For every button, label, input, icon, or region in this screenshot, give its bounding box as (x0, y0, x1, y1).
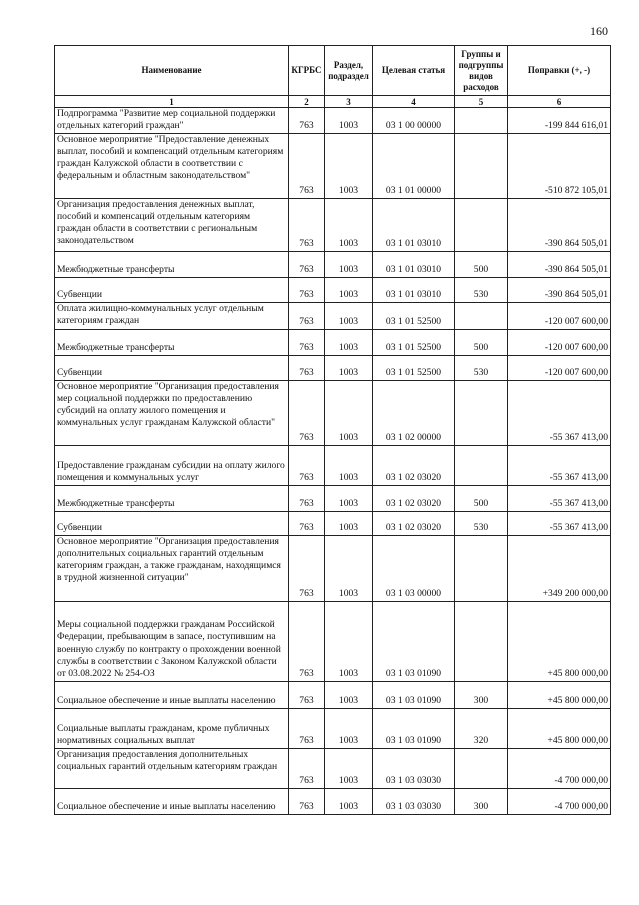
table-row (55, 277, 611, 302)
row-group (455, 133, 508, 198)
row-name: Основное мероприятие "Предоставление денежных выплат, пособий и компенсаций отдельным категориям граждан Калужской области в соответствии с федеральным и областным законодательством" (55, 133, 289, 198)
row-kgrbs: 763 (289, 788, 325, 814)
row-section: 1003 (325, 535, 373, 601)
row-name: Основное мероприятие "Организация предоставления мер социальной поддержки по предоставлению субсидий на оплату жилого помещения и коммунальных услуг гражданам Калужской области" (55, 380, 289, 445)
row-amount: -199 844 616,01 (508, 108, 611, 134)
row-amount: +45 800 000,00 (508, 681, 611, 708)
row-name: Меры социальной поддержки гражданам Российской Федерации, пребывающим в запасе, поступившим на военную службу по контракту о прохождении военной службы в соответствии с Законом Калужской области от 03.08.2022 № 254-ОЗ (55, 601, 289, 681)
row-name: Оплата жилищно-коммунальных услуг отдельным категориям граждан (55, 302, 289, 329)
table-row (55, 445, 611, 485)
row-amount: -510 872 105,01 (508, 133, 611, 198)
row-section: 1003 (325, 748, 373, 788)
row-target: 03 1 03 03030 (373, 748, 455, 788)
row-group: 530 (455, 277, 508, 302)
budget-amendments-table (54, 45, 611, 815)
table-row (55, 355, 611, 380)
row-kgrbs: 763 (289, 485, 325, 511)
row-section: 1003 (325, 788, 373, 814)
table-row (55, 108, 611, 134)
table-row (55, 788, 611, 814)
row-group (455, 601, 508, 681)
row-amount: -55 367 413,00 (508, 445, 611, 485)
row-kgrbs: 763 (289, 198, 325, 251)
row-name: Организация предоставления денежных выплат, пособий и компенсаций отдельным категориям граждан области в соответствии с региональным законодательством (55, 198, 289, 251)
row-target: 03 1 02 03020 (373, 511, 455, 535)
table-row (55, 748, 611, 788)
table-row (55, 511, 611, 535)
row-target: 03 1 02 03020 (373, 485, 455, 511)
row-name: Межбюджетные трансферты (55, 251, 289, 277)
row-section: 1003 (325, 445, 373, 485)
row-kgrbs: 763 (289, 445, 325, 485)
row-amount: -120 007 600,00 (508, 355, 611, 380)
header-amount: Поправки (+, -) (508, 46, 611, 96)
row-name: Субвенции (55, 277, 289, 302)
row-target: 03 1 01 03010 (373, 198, 455, 251)
row-name: Социальное обеспечение и иные выплаты населению (55, 681, 289, 708)
table-row (55, 535, 611, 601)
row-group: 530 (455, 355, 508, 380)
row-section: 1003 (325, 511, 373, 535)
table-row (55, 133, 611, 198)
row-target: 03 1 03 01090 (373, 708, 455, 748)
row-section: 1003 (325, 108, 373, 134)
table-row (55, 485, 611, 511)
column-number-row (55, 96, 611, 108)
header-kgrbs: КГРБС (289, 46, 325, 96)
header-target: Целевая статья (373, 46, 455, 96)
row-group: 500 (455, 485, 508, 511)
row-kgrbs: 763 (289, 108, 325, 134)
table-row (55, 329, 611, 355)
row-group: 300 (455, 788, 508, 814)
row-amount: -4 700 000,00 (508, 788, 611, 814)
row-amount: -390 864 505,01 (508, 277, 611, 302)
header-section: Раздел, подраздел (325, 46, 373, 96)
table-row (55, 251, 611, 277)
row-target: 03 1 01 00000 (373, 133, 455, 198)
row-group (455, 302, 508, 329)
row-kgrbs: 763 (289, 511, 325, 535)
row-section: 1003 (325, 198, 373, 251)
row-kgrbs: 763 (289, 681, 325, 708)
table-row (55, 198, 611, 251)
row-kgrbs: 763 (289, 380, 325, 445)
row-section: 1003 (325, 133, 373, 198)
row-kgrbs: 763 (289, 302, 325, 329)
row-group: 320 (455, 708, 508, 748)
row-group (455, 198, 508, 251)
row-group: 500 (455, 329, 508, 355)
row-amount: -55 367 413,00 (508, 511, 611, 535)
header-group: Группы и подгруппы видов расходов (455, 46, 508, 96)
row-section: 1003 (325, 302, 373, 329)
row-group (455, 445, 508, 485)
page-number: 160 (590, 24, 608, 38)
row-kgrbs: 763 (289, 251, 325, 277)
row-section: 1003 (325, 277, 373, 302)
row-section: 1003 (325, 251, 373, 277)
row-amount: -120 007 600,00 (508, 302, 611, 329)
header-row (55, 46, 611, 96)
column-number: 5 (455, 96, 508, 108)
row-amount: -390 864 505,01 (508, 251, 611, 277)
row-kgrbs: 763 (289, 748, 325, 788)
row-name: Межбюджетные трансферты (55, 485, 289, 511)
row-amount: +45 800 000,00 (508, 601, 611, 681)
row-group (455, 535, 508, 601)
row-name: Субвенции (55, 511, 289, 535)
row-kgrbs: 763 (289, 277, 325, 302)
row-section: 1003 (325, 681, 373, 708)
row-name: Предоставление гражданам субсидии на оплату жилого помещения и коммунальных услуг (55, 445, 289, 485)
row-target: 03 1 01 52500 (373, 329, 455, 355)
row-kgrbs: 763 (289, 601, 325, 681)
row-name: Социальные выплаты гражданам, кроме публичных нормативных социальных выплат (55, 708, 289, 748)
row-group (455, 748, 508, 788)
table-row (55, 380, 611, 445)
row-section: 1003 (325, 329, 373, 355)
row-amount: -120 007 600,00 (508, 329, 611, 355)
row-name: Организация предоставления дополнительных социальных гарантий отдельным категориям граждан (55, 748, 289, 788)
row-amount: +45 800 000,00 (508, 708, 611, 748)
column-number: 1 (55, 96, 289, 108)
row-kgrbs: 763 (289, 535, 325, 601)
column-number: 3 (325, 96, 373, 108)
row-target: 03 1 03 03030 (373, 788, 455, 814)
row-kgrbs: 763 (289, 708, 325, 748)
row-group: 500 (455, 251, 508, 277)
column-number: 4 (373, 96, 455, 108)
table-row (55, 302, 611, 329)
row-amount: -390 864 505,01 (508, 198, 611, 251)
row-group: 300 (455, 681, 508, 708)
row-amount: +349 200 000,00 (508, 535, 611, 601)
column-number: 2 (289, 96, 325, 108)
row-name: Основное мероприятие "Организация предоставления дополнительных социальных гарантий отдельным категориям граждан, а также гражданам, находящимся в трудной жизненной ситуации" (55, 535, 289, 601)
row-section: 1003 (325, 708, 373, 748)
row-name: Социальное обеспечение и иные выплаты населению (55, 788, 289, 814)
row-amount: -55 367 413,00 (508, 380, 611, 445)
row-section: 1003 (325, 485, 373, 511)
row-section: 1003 (325, 601, 373, 681)
row-target: 03 1 01 52500 (373, 355, 455, 380)
header-name: Наименование (55, 46, 289, 96)
column-number: 6 (508, 96, 611, 108)
row-target: 03 1 02 00000 (373, 380, 455, 445)
row-name: Подпрограмма "Развитие мер социальной поддержки отдельных категорий граждан" (55, 108, 289, 134)
row-target: 03 1 01 03010 (373, 277, 455, 302)
row-group (455, 380, 508, 445)
table-row (55, 708, 611, 748)
row-kgrbs: 763 (289, 355, 325, 380)
table-row (55, 601, 611, 681)
row-amount: -55 367 413,00 (508, 485, 611, 511)
row-name: Субвенции (55, 355, 289, 380)
row-target: 03 1 03 00000 (373, 535, 455, 601)
table-row (55, 681, 611, 708)
row-target: 03 1 02 03020 (373, 445, 455, 485)
row-group (455, 108, 508, 134)
row-target: 03 1 00 00000 (373, 108, 455, 134)
row-section: 1003 (325, 355, 373, 380)
row-kgrbs: 763 (289, 133, 325, 198)
row-section: 1003 (325, 380, 373, 445)
row-target: 03 1 01 03010 (373, 251, 455, 277)
row-amount: -4 700 000,00 (508, 748, 611, 788)
row-group: 530 (455, 511, 508, 535)
row-target: 03 1 03 01090 (373, 601, 455, 681)
row-target: 03 1 03 01090 (373, 681, 455, 708)
row-target: 03 1 01 52500 (373, 302, 455, 329)
row-kgrbs: 763 (289, 329, 325, 355)
row-name: Межбюджетные трансферты (55, 329, 289, 355)
